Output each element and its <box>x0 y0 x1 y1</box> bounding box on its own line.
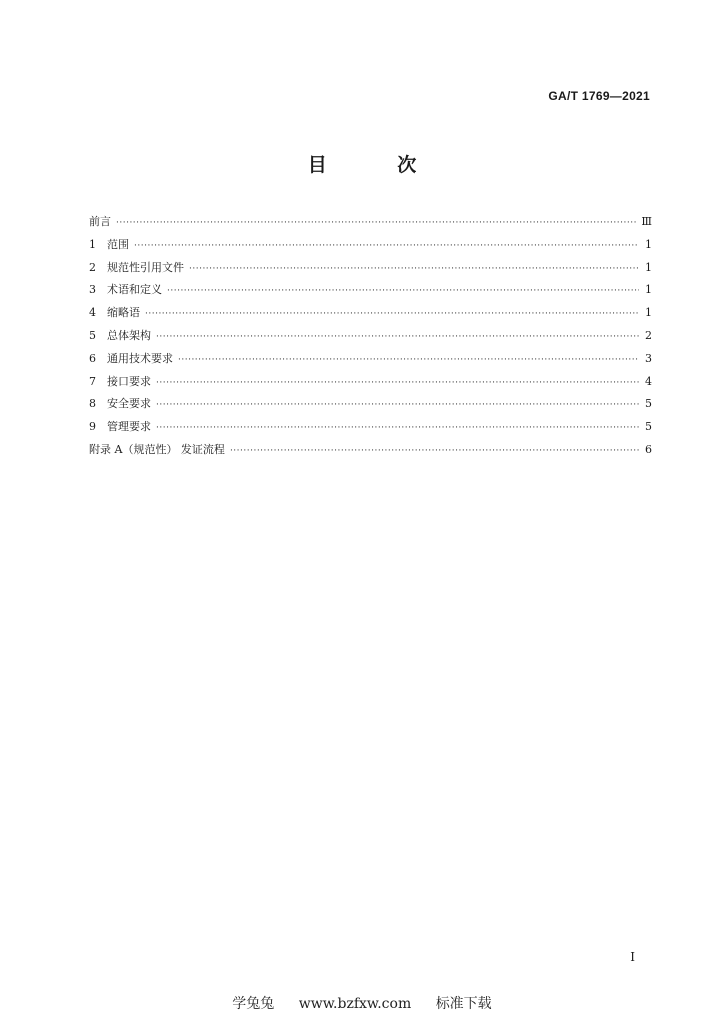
toc-entry-page: 3 <box>645 351 652 365</box>
toc-entry-label: 术语和定义 <box>107 283 162 297</box>
toc-entry-label: 管理要求 <box>107 420 151 434</box>
toc-entry-label: 总体架构 <box>107 328 151 342</box>
toc-entry-page: 1 <box>645 260 652 274</box>
toc-entry-page: 1 <box>645 237 652 251</box>
toc-leader-dots <box>189 258 639 281</box>
toc-entry-6[interactable] <box>89 348 652 371</box>
toc-entry-label: 缩略语 <box>107 306 140 320</box>
toc-leader-dots <box>145 303 639 326</box>
table-of-contents <box>89 211 652 462</box>
toc-entry-page: 4 <box>645 374 652 388</box>
toc-entry-appendix-a[interactable] <box>89 439 652 462</box>
toc-entry-9[interactable] <box>89 416 652 439</box>
toc-entry-page: 5 <box>645 420 652 434</box>
toc-leader-dots <box>116 212 636 235</box>
watermark-url[interactable]: www.bzfxw.com <box>298 996 412 1012</box>
toc-leader-dots <box>156 372 639 395</box>
toc-entry-page: 5 <box>645 397 652 411</box>
toc-leader-dots <box>178 349 639 372</box>
toc-entry-number: 2 <box>89 260 96 274</box>
toc-entry-page: 1 <box>645 283 652 297</box>
toc-entry-2[interactable] <box>89 257 652 280</box>
toc-entry-page: Ⅲ <box>641 215 652 228</box>
toc-entry-4[interactable] <box>89 302 652 325</box>
toc-entry-label: 安全要求 <box>107 397 151 411</box>
toc-entry-page: 6 <box>645 442 652 456</box>
page-title: 目 次 <box>307 154 449 176</box>
toc-entry-page: 1 <box>645 306 652 320</box>
toc-leader-dots <box>134 235 639 258</box>
watermark-footer <box>0 993 724 1013</box>
toc-leader-dots <box>156 326 639 349</box>
toc-entry-label: 通用技术要求 <box>107 351 173 365</box>
toc-entry-foreword[interactable] <box>89 211 652 234</box>
toc-leader-dots <box>167 280 639 303</box>
toc-entry-number: 3 <box>89 283 96 297</box>
toc-entry-label: 附录 A（规范性） 发证流程 <box>89 442 225 456</box>
toc-entry-label: 接口要求 <box>107 374 151 388</box>
toc-entry-number: 6 <box>89 351 96 365</box>
toc-entry-8[interactable] <box>89 393 652 416</box>
toc-leader-dots <box>156 394 639 417</box>
standard-code: GA/T 1769—2021 <box>548 89 650 103</box>
toc-entry-page: 2 <box>645 328 652 342</box>
toc-entry-label: 规范性引用文件 <box>107 260 184 274</box>
toc-entry-5[interactable] <box>89 325 652 348</box>
toc-entry-number: 1 <box>89 237 96 251</box>
toc-entry-number: 7 <box>89 374 96 388</box>
watermark-site-name: 学兔兔 <box>232 996 275 1012</box>
toc-leader-dots <box>156 417 639 440</box>
toc-entry-label: 前言 <box>89 215 111 228</box>
page-number: I <box>630 950 635 964</box>
toc-leader-dots <box>230 440 639 463</box>
toc-entry-number: 9 <box>89 420 96 434</box>
toc-entry-3[interactable] <box>89 279 652 302</box>
toc-entry-number: 8 <box>89 397 96 411</box>
toc-entry-7[interactable] <box>89 371 652 394</box>
toc-entry-number: 4 <box>89 306 96 320</box>
toc-entry-1[interactable] <box>89 234 652 257</box>
toc-entry-number: 5 <box>89 328 96 342</box>
toc-entry-label: 范围 <box>107 237 129 251</box>
watermark-slogan: 标准下载 <box>435 996 492 1012</box>
